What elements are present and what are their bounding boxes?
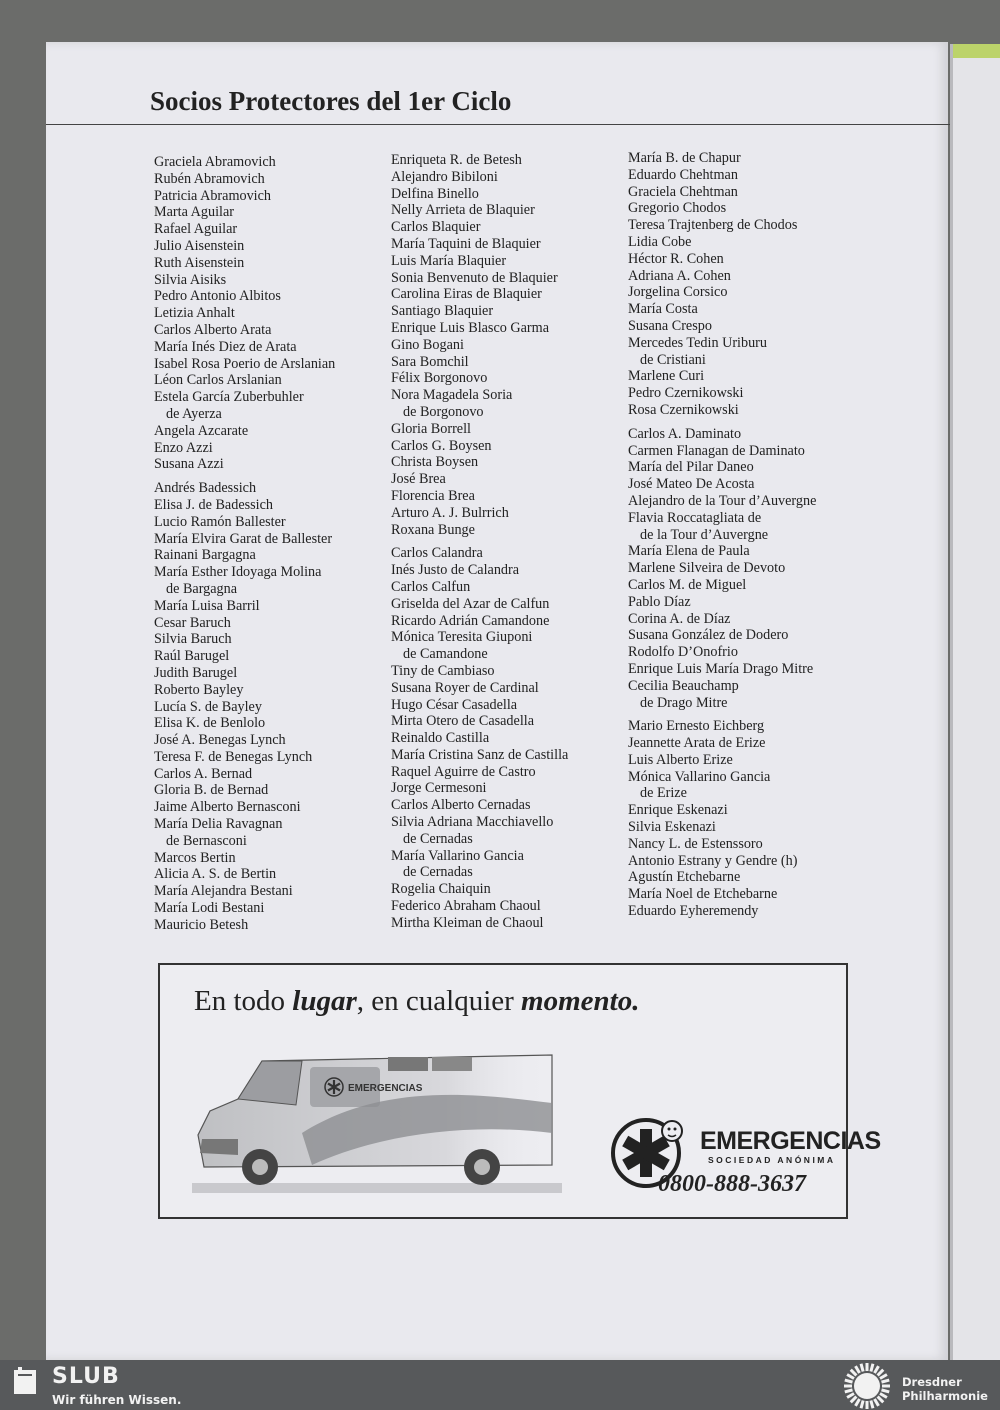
member-name: Graciela Chehtman: [628, 183, 738, 200]
member-name: Jorgelina Corsico: [628, 284, 728, 301]
member-name: Gloria Borrell: [391, 420, 471, 437]
member-name: Marlene Curi: [628, 368, 705, 385]
member-name: Delfina Binello: [391, 185, 479, 202]
member-name: Angela Azcarate: [154, 422, 249, 439]
name-continuation: de Erize: [640, 785, 687, 802]
member-name: Carlos A. Daminato: [628, 425, 742, 442]
page-title: Socios Protectores del 1er Ciclo: [150, 86, 512, 116]
member-name: Mario Ernesto Eichberg: [628, 718, 765, 735]
member-name: Lucía S. de Bayley: [154, 698, 262, 715]
member-name: Susana Azzi: [154, 456, 224, 473]
member-name: Roxana Bunge: [391, 521, 475, 538]
member-name: María Inés Diez de Arata: [154, 338, 297, 355]
footer-bar: [0, 1360, 1000, 1410]
member-name: Isabel Rosa Poerio de Arslanian: [154, 355, 336, 372]
member-name: Teresa Trajtenberg de Chodos: [628, 217, 798, 234]
member-name: Marta Aguilar: [154, 204, 234, 221]
slub-tagline: Wir führen Wissen.: [52, 1393, 182, 1407]
member-name: Inés Justo de Calandra: [391, 562, 520, 579]
member-name: Cecilia Beauchamp: [628, 677, 739, 694]
member-name: Mónica Vallarino Gancia: [628, 768, 771, 785]
member-name: Lucio Ramón Ballester: [154, 513, 286, 530]
member-name: Alejandro Bibiloni: [391, 168, 498, 185]
member-name: Mauricio Betesh: [154, 916, 249, 933]
member-name: Jorge Cermesoni: [391, 780, 487, 797]
name-continuation: de Camandone: [403, 646, 488, 663]
member-name: Rainani Bargagna: [154, 547, 256, 564]
member-name: Graciela Abramovich: [154, 154, 276, 170]
member-name: Marcos Bertin: [154, 849, 236, 866]
member-name: Rubén Abramovich: [154, 170, 265, 187]
member-name: Adriana A. Cohen: [628, 267, 731, 284]
member-name: Alicia A. S. de Bertin: [154, 866, 277, 883]
names-column-2: [391, 152, 568, 939]
member-name: María Elena de Paula: [628, 543, 750, 560]
facing-page-edge: [950, 44, 1000, 1360]
member-name: Teresa F. de Benegas Lynch: [154, 748, 313, 765]
ad-brand-name: EMERGENCIAS: [700, 1127, 881, 1155]
name-continuation: de Ayerza: [166, 405, 222, 422]
member-name: Jeannette Arata de Erize: [628, 735, 766, 752]
name-continuation: de Cernadas: [403, 830, 473, 847]
advertisement: [158, 963, 881, 1219]
member-name: Silvia Adriana Macchiavello: [391, 814, 554, 831]
name-continuation: de Drago Mitre: [640, 694, 728, 711]
member-name: Carlos M. de Miguel: [628, 576, 747, 593]
slogan-part: , en cualquier: [356, 985, 522, 1017]
member-name: Carlos Calandra: [391, 545, 483, 562]
member-name: María Luisa Barril: [154, 597, 260, 614]
member-name: Hugo César Casadella: [391, 696, 518, 713]
member-name: Luis Alberto Erize: [628, 751, 733, 768]
member-name: Mirtha Kleiman de Chaoul: [391, 914, 544, 931]
member-name: Julio Aisenstein: [154, 237, 245, 254]
member-name: Eduardo Chehtman: [628, 166, 738, 183]
member-name: Marlene Silveira de Devoto: [628, 560, 786, 577]
ad-phone: 0800-888-3637: [658, 1171, 806, 1197]
member-name: Lidia Cobe: [628, 233, 692, 250]
member-name: Jaime Alberto Bernasconi: [154, 799, 301, 816]
member-name: Susana González de Dodero: [628, 627, 789, 644]
member-name: Sara Bomchil: [391, 353, 469, 370]
member-name: Pedro Antonio Albitos: [154, 288, 281, 305]
member-name: Enzo Azzi: [154, 439, 213, 456]
partner-name-line1: Dresdner: [902, 1375, 962, 1389]
member-name: Sonia Benvenuto de Blaquier: [391, 269, 558, 286]
name-group: [628, 150, 816, 419]
member-name: Carlos A. Bernad: [154, 765, 253, 782]
book-icon: [12, 1366, 42, 1396]
name-group: [628, 718, 816, 920]
member-name: María Delia Ravagnan: [154, 816, 283, 833]
member-name: María Taquini de Blaquier: [391, 235, 541, 252]
member-name: Patricia Abramovich: [154, 187, 272, 204]
member-name: Santiago Blaquier: [391, 303, 494, 320]
member-name: Arturo A. J. Bulrrich: [391, 504, 509, 521]
member-name: Agustín Etchebarne: [628, 869, 741, 886]
name-continuation: de Cristiani: [640, 351, 706, 368]
member-name: Enrique Eskenazi: [628, 802, 728, 819]
name-continuation: de Borgonovo: [403, 403, 484, 420]
ad-brand-subtitle: SOCIEDAD ANÓNIMA: [708, 1155, 836, 1165]
member-name: Alejandro de la Tour d’Auvergne: [628, 492, 817, 509]
member-name: José A. Benegas Lynch: [154, 732, 286, 749]
member-name: Mirta Otero de Casadella: [391, 713, 535, 730]
ad-slogan: [194, 985, 639, 1018]
member-name: Silvia Baruch: [154, 631, 232, 648]
member-name: María Costa: [628, 301, 698, 318]
member-name: Roberto Bayley: [154, 681, 244, 698]
member-name: Pedro Czernikowski: [628, 385, 744, 402]
member-name: Susana Crespo: [628, 317, 712, 334]
member-name: Carlos Alberto Arata: [154, 321, 272, 338]
member-name: Rodolfo D’Onofrio: [628, 644, 738, 661]
member-name: Florencia Brea: [391, 487, 475, 504]
title-rule: [46, 124, 962, 125]
member-name: Antonio Estrany y Gendre (h): [628, 852, 798, 869]
member-name: Héctor R. Cohen: [628, 250, 724, 267]
member-name: Mercedes Tedin Uriburu: [628, 334, 767, 351]
member-name: Elisa J. de Badessich: [154, 496, 273, 513]
slogan-emphasis: lugar: [292, 985, 357, 1017]
member-name: Nelly Arrieta de Blaquier: [391, 202, 535, 219]
member-name: Cesar Baruch: [154, 614, 231, 631]
slogan-emphasis: momento.: [521, 985, 640, 1017]
name-group: [628, 426, 816, 712]
member-name: Gloria B. de Bernad: [154, 782, 269, 799]
name-continuation: de Bargagna: [166, 580, 238, 597]
member-name: María Esther Idoyaga Molina: [154, 564, 322, 581]
member-name: Silvia Eskenazi: [628, 819, 716, 836]
member-name: Ricardo Adrián Camandone: [391, 612, 550, 629]
name-continuation: de la Tour d’Auvergne: [640, 526, 769, 543]
member-name: Estela García Zuberbuhler: [154, 389, 304, 406]
document-page: [46, 42, 948, 1360]
member-name: Rafael Aguilar: [154, 221, 238, 238]
partner-name-line2: Philharmonie: [902, 1389, 988, 1403]
member-name: José Mateo De Acosta: [628, 476, 755, 493]
member-name: Eduardo Eyheremendy: [628, 903, 759, 920]
member-name: Federico Abraham Chaoul: [391, 898, 541, 915]
member-name: Gino Bogani: [391, 336, 464, 353]
sunburst-logo-icon: [840, 1362, 894, 1410]
member-name: Pablo Díaz: [628, 593, 691, 610]
member-name: Rosa Czernikowski: [628, 401, 739, 418]
member-name: Elisa K. de Benlolo: [154, 715, 266, 732]
member-name: Carlos G. Boysen: [391, 437, 492, 454]
member-name: Corina A. de Díaz: [628, 610, 731, 627]
member-name: Nancy L. de Estenssoro: [628, 835, 763, 852]
name-continuation: de Bernasconi: [166, 832, 247, 849]
member-name: Gregorio Chodos: [628, 200, 727, 217]
member-name: Letizia Anhalt: [154, 305, 235, 322]
member-name: Ruth Aisenstein: [154, 254, 245, 271]
name-group: [391, 545, 568, 931]
member-name: Nora Magadela Soria: [391, 387, 513, 404]
member-name: Griselda del Azar de Calfun: [391, 595, 550, 612]
member-name: Luis María Blaquier: [391, 252, 507, 269]
slogan-part: En todo: [194, 985, 293, 1017]
member-name: Mónica Teresita Giuponi: [391, 629, 533, 646]
member-name: María B. de Chapur: [628, 150, 741, 166]
member-name: Susana Royer de Cardinal: [391, 679, 539, 696]
member-name: Carlos Blaquier: [391, 219, 481, 236]
member-name: Raúl Barugel: [154, 648, 230, 665]
member-name: Félix Borgonovo: [391, 370, 488, 387]
member-name: Enrique Luis María Drago Mitre: [628, 660, 814, 677]
member-name: Flavia Roccatagliata de: [628, 509, 762, 526]
name-group: [391, 152, 568, 538]
names-column-1: [154, 154, 335, 941]
names-column-3: [628, 150, 816, 927]
member-name: Christa Boysen: [391, 454, 479, 471]
member-name: María Cristina Sanz de Castilla: [391, 746, 569, 763]
member-name: Reinaldo Castilla: [391, 730, 490, 747]
member-name: Judith Barugel: [154, 664, 238, 681]
member-name: María Alejandra Bestani: [154, 883, 293, 900]
slub-logo-text: SLUB: [52, 1364, 120, 1389]
member-name: María Noel de Etchebarne: [628, 886, 778, 903]
member-name: Enrique Luis Blasco Garma: [391, 319, 549, 336]
ambulance-image: [192, 1043, 562, 1195]
member-name: Raquel Aguirre de Castro: [391, 763, 536, 780]
name-group: [154, 480, 335, 934]
member-name: Enriqueta R. de Betesh: [391, 152, 522, 168]
member-name: Carmen Flanagan de Daminato: [628, 442, 805, 459]
member-name: José Brea: [391, 471, 446, 488]
member-name: Léon Carlos Arslanian: [154, 372, 282, 389]
member-name: Carolina Eiras de Blaquier: [391, 286, 542, 303]
ambulance-label: EMERGENCIAS: [348, 1083, 423, 1094]
member-name: Rogelia Chaiquin: [391, 881, 491, 898]
member-name: María Elvira Garat de Ballester: [154, 530, 333, 547]
name-group: [154, 154, 335, 473]
name-continuation: de Cernadas: [403, 864, 473, 881]
member-name: Andrés Badessich: [154, 480, 257, 497]
member-name: María Vallarino Gancia: [391, 847, 524, 864]
member-name: Tiny de Cambiaso: [391, 662, 495, 679]
member-name: Carlos Alberto Cernadas: [391, 797, 531, 814]
page-tab: [953, 44, 1000, 58]
member-name: María Lodi Bestani: [154, 900, 265, 917]
member-name: Carlos Calfun: [391, 578, 471, 595]
member-name: Silvia Aisiks: [154, 271, 227, 288]
member-name: María del Pilar Daneo: [628, 459, 754, 476]
